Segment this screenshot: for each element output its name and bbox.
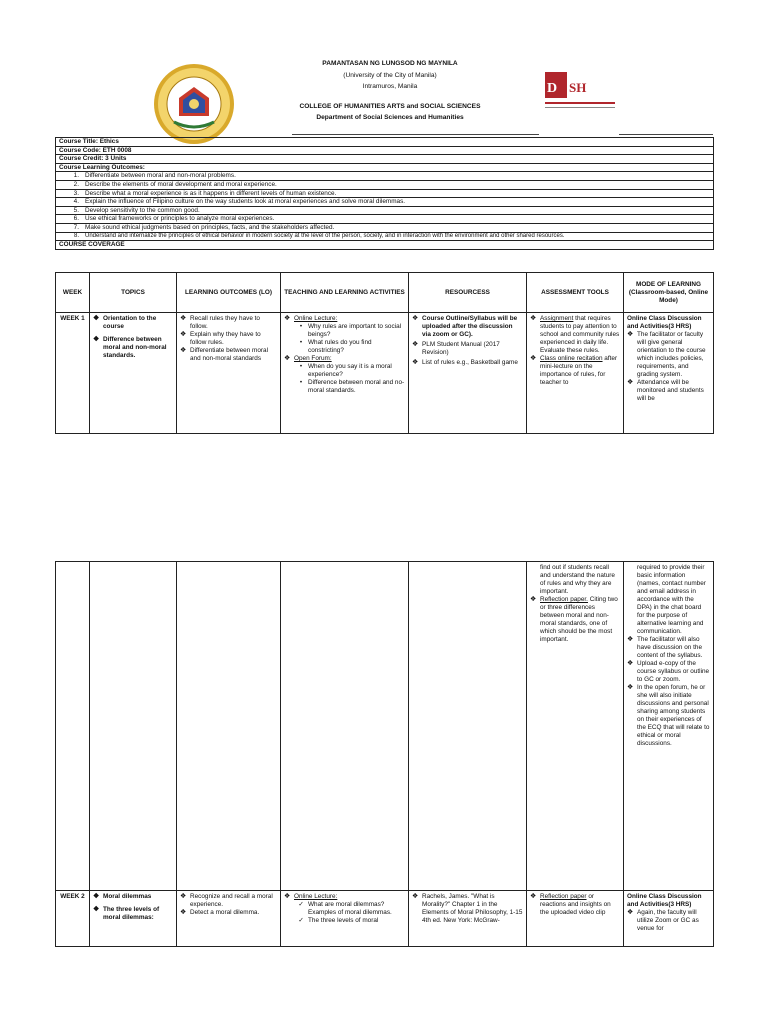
- college-name: COLLEGE OF HUMANITIES ARTS and SOCIAL SCIENCES: [299, 103, 481, 110]
- course-coverage-table: [55, 272, 714, 434]
- outcome-row: 5. Develop sensitivity to the common good.: [56, 206, 714, 215]
- svg-text:SH: SH: [569, 80, 587, 95]
- column-header-week: WEEK: [56, 273, 90, 313]
- column-header-topics: TOPICS: [90, 273, 177, 313]
- outcome-text: Explain the influence of Filipino culture on the way students look at moral experiences and solve moral dilemmas.: [85, 198, 406, 206]
- course-credit: Course Credit: 3 Units: [56, 155, 714, 164]
- list-item: ❖ Recognize and recall a moral experience.: [180, 893, 273, 908]
- outcome-row: 1. Differentiate between moral and non-moral problems.: [56, 172, 714, 181]
- bullet-icon: ❖: [627, 684, 634, 691]
- bullet-icon: ❖: [412, 341, 419, 348]
- mode-continued: required to provide their basic information (names, contact number and email address in accordance with the DPA) in the chat board for the purpose of alternative learning and communication.: [637, 564, 706, 635]
- bullet-icon: ❖: [627, 636, 634, 643]
- course-coverage-label: COURSE COVERAGE: [56, 241, 714, 250]
- list-item: • What rules do you find constricting?: [299, 339, 372, 354]
- list-item: • Why rules are important to social beings?: [299, 323, 402, 338]
- list-item: • Difference between moral and no-moral standards.: [299, 379, 405, 394]
- list-item: ❖ Class online recitation after mini-lecture on the importance of rules, for teacher to: [530, 355, 618, 386]
- outcome-row: 3. Describe what a moral experience is as it happens in different levels of human existence.: [56, 189, 714, 198]
- bullet-icon: ❖: [530, 355, 537, 362]
- header-rule: [292, 134, 539, 135]
- bullet-icon: ❖: [530, 893, 537, 900]
- column-header-learning-outcomes: LEARNING OUTCOMES (LO): [177, 273, 281, 313]
- university-seal-icon: [152, 62, 236, 146]
- column-header-mode: MODE OF LEARNING (Classroom-based, Online Mode): [624, 273, 714, 313]
- list-item: ❖ Recall rules they have to follow.: [180, 315, 260, 330]
- list-item: ❖ The facilitator or faculty will give general orientation to the course which includes policies, requirements, and grading system.: [627, 331, 706, 378]
- bullet-icon: ❖: [627, 909, 634, 916]
- bullet-icon: ❖: [627, 379, 634, 386]
- outcome-row: 7. Make sound ethical judgments based on principles, facts, and the stakeholders affected.: [56, 223, 714, 232]
- list-item: ❖ Detect a moral dilemma.: [180, 909, 260, 916]
- bullet-icon: ❖: [180, 331, 187, 338]
- bullet-icon: ❖: [93, 315, 100, 322]
- list-item: ❖ Difference between moral and non-moral standards.: [93, 336, 167, 359]
- bullet-icon: ❖: [180, 347, 187, 354]
- bullet-icon: ❖: [180, 893, 187, 900]
- course-outcomes-label: Course Learning Outcomes:: [56, 163, 714, 172]
- bullet-icon: ❖: [627, 660, 634, 667]
- bullet-icon: ❖: [627, 331, 634, 338]
- outcome-text: Use ethical frameworks or principles to analyze moral experiences.: [85, 215, 275, 223]
- bullet-icon: ❖: [180, 909, 187, 916]
- outcome-row: 4. Explain the influence of Filipino culture on the way students look at moral experiences and solve moral dilemmas.: [56, 198, 714, 207]
- course-coverage-table-continued: [55, 561, 714, 947]
- bullet-icon: ❖: [412, 359, 419, 366]
- week-label: WEEK 1: [56, 313, 90, 434]
- list-item: ❖ Open Forum:: [284, 355, 332, 362]
- university-location: Intramuros, Manila: [362, 83, 418, 90]
- list-item: ❖ Explain why they have to follow rules.: [180, 331, 261, 346]
- list-item: ❖ Rachels, James. "What is Morality?" Chapter 1 in the Elements of Moral Philosophy, 1-15 4th ed. New York: McGraw-: [412, 893, 523, 924]
- mode-title: Online Class Discussion and Activities(3 HRS): [627, 893, 702, 908]
- bullet-icon: ❖: [284, 355, 291, 362]
- list-item: ❖ The three levels of moral dilemmas:: [93, 906, 160, 921]
- course-title: Course Title: Ethics: [56, 138, 714, 147]
- course-info-table: [55, 137, 714, 250]
- table-row: [56, 562, 714, 891]
- list-item: • When do you say it is a moral experience?: [299, 363, 392, 378]
- outcome-text: Describe what a moral experience is as it happens in different levels of human existence.: [85, 189, 337, 197]
- table-row: [56, 313, 714, 434]
- header-rule-right: [619, 134, 713, 135]
- bullet-icon: ❖: [284, 315, 291, 322]
- bullet-icon: ❖: [93, 893, 100, 900]
- list-item: ❖ Assignment that requires students to pay attention to school and community rules experienced in daily life. Evaluate these rules.: [530, 315, 620, 354]
- outcome-row: 2. Describe the elements of moral development and moral experience.: [56, 180, 714, 189]
- outcome-row: 8. Understand and internalize the principles of ethical behavior in modern society at the level of the person, society, and in interaction with the environment and other shared resources.: [56, 232, 714, 241]
- list-item: ✓ The three levels of moral: [298, 917, 379, 924]
- bullet-icon: ❖: [93, 336, 100, 343]
- assessment-continued: find out if students recall and understand the nature of rules and why they are important.: [540, 564, 615, 595]
- bullet-icon: ❖: [180, 315, 187, 322]
- list-item: ❖ PLM Student Manual (2017 Revision): [412, 341, 500, 356]
- department-logo: [543, 68, 617, 114]
- mode-title: Online Class Discussion and Activities(3 HRS): [627, 315, 702, 330]
- bullet-icon: ❖: [93, 906, 100, 913]
- outcome-text: Make sound ethical judgments based on principles, facts, and the stakeholders affected.: [85, 223, 335, 231]
- svg-text:D: D: [547, 81, 558, 96]
- list-item: ❖ Again, the faculty will utilize Zoom or GC as venue for: [627, 909, 699, 932]
- list-item: ❖ In the open forum, he or she will also initiate discussions and personal sharing among students on their experiences of the ECQ that will relate to ethical or moral discussions.: [627, 684, 710, 747]
- list-item: ❖ Online Lecture:: [284, 893, 338, 900]
- list-item: ❖ Differentiate between moral and non-moral standards: [180, 347, 269, 362]
- outcome-text: Differentiate between moral and non-moral problems.: [85, 172, 236, 180]
- column-header-activities: TEACHING AND LEARNING ACTIVITIES: [281, 273, 409, 313]
- outcome-text: Develop sensitivity to the common good.: [85, 206, 200, 214]
- list-item: ❖ Online Lecture:: [284, 315, 338, 322]
- university-english-name: (University of the City of Manila): [343, 72, 437, 79]
- list-item: ❖ Reflection paper. Citing two or three differences between moral and non-moral standards, one of which should be the most important.: [530, 596, 618, 643]
- column-header-resources: RESOURCESS: [409, 273, 527, 313]
- list-item: ❖ Attendance will be monitored and students will be: [627, 379, 704, 402]
- outcome-text: Describe the elements of moral development and moral experience.: [85, 180, 277, 188]
- bullet-icon: ❖: [530, 596, 537, 603]
- bullet-icon: ❖: [530, 315, 537, 322]
- list-item: ❖ Course Outline/Syllabus will be uploaded after the discussion via zoom or GC).: [412, 315, 518, 338]
- bullet-icon: ❖: [284, 893, 291, 900]
- column-header-assessment: ASSESSMENT TOOLS: [527, 273, 624, 313]
- list-item: ❖ List of rules e.g., Basketball game: [412, 359, 518, 366]
- list-item: ❖ Upload e-copy of the course syllabus or outline to GC or zoom.: [627, 660, 710, 683]
- bullet-icon: ❖: [412, 315, 419, 322]
- outcome-row: 6. Use ethical frameworks or principles to analyze moral experiences.: [56, 215, 714, 224]
- university-name: PAMANTASAN NG LUNGSOD NG MAYNILA: [322, 60, 458, 67]
- department-name: Department of Social Sciences and Humanities: [316, 114, 464, 121]
- week-label: WEEK 2: [56, 891, 90, 947]
- table-row: [56, 891, 714, 947]
- bullet-icon: ❖: [412, 893, 419, 900]
- list-item: ❖ Orientation to the course: [93, 315, 157, 330]
- list-item: ❖ The facilitator will also have discussion on the content of the syllabus.: [627, 636, 703, 659]
- list-item: ❖ Moral dilemmas: [93, 893, 152, 900]
- course-code: Course Code: ETH 0008: [56, 146, 714, 155]
- outcome-text: Understand and internalize the principles of ethical behavior in modern society at the level of the person, society, and in interaction with the environment and other shared resources.: [85, 232, 565, 239]
- list-item: ✓ What are moral dilemmas? Examples of moral dilemmas.: [298, 901, 392, 916]
- list-item: ❖ Reflection paper or reactions and insights on the uploaded video clip: [530, 893, 611, 916]
